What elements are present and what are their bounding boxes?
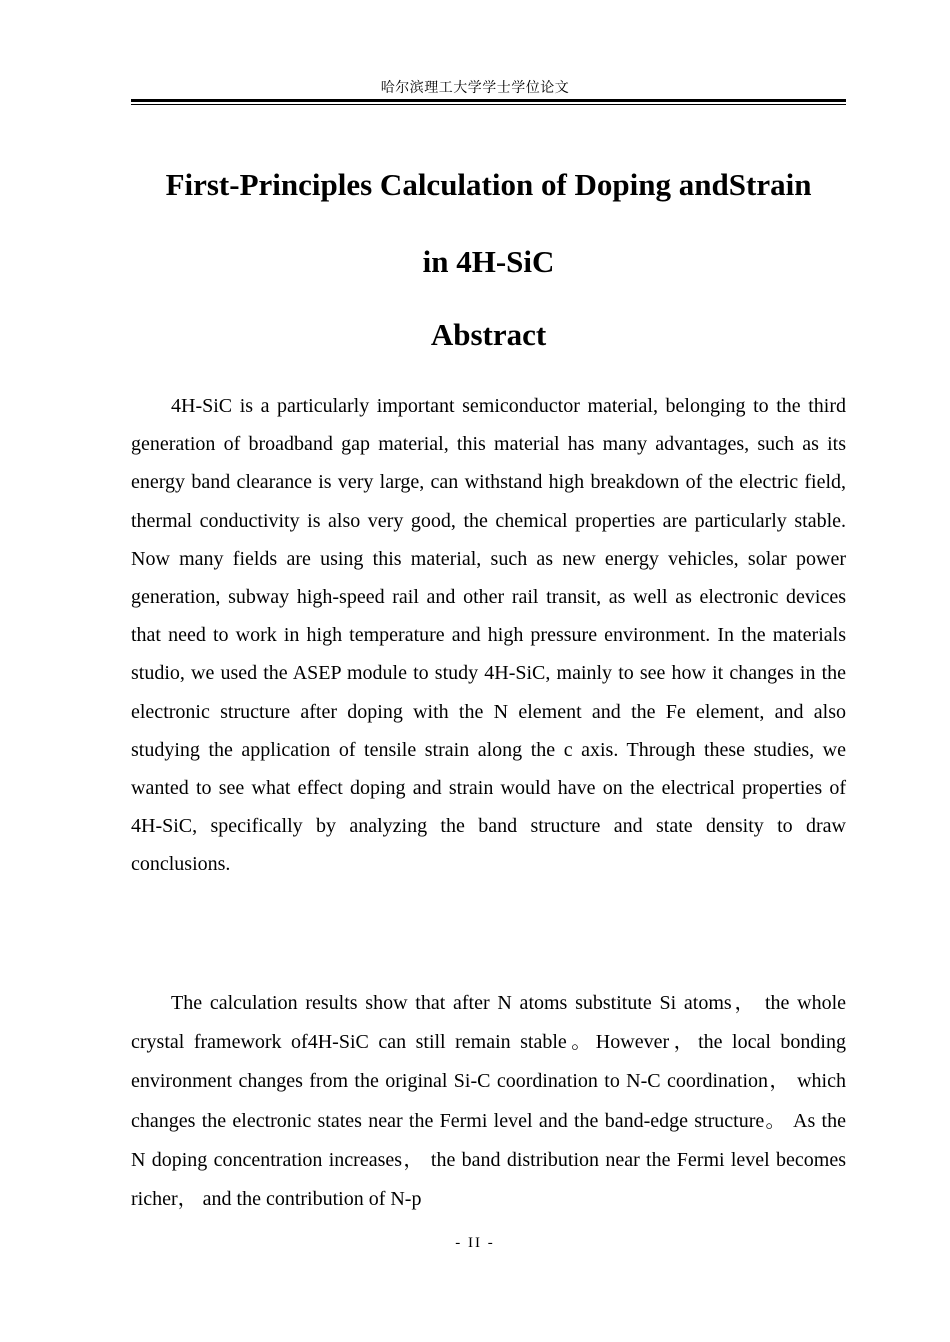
running-header: 哈尔滨理工大学学士学位论文 (380, 80, 570, 96)
thesis-title (131, 146, 846, 300)
abstract-paragraph-2: The calculation results show that after N atoms substitute Si atoms， the whole crystal framework of4H-SiC can still remain stable。However，the local bonding environment changes from the original Si-C coordination to N-C coordination， which changes the electronic states near the Fermi level and the band-edge structure。 As the N doping concentration increases， the band distribution near the Fermi level becomes richer， and the contribution of N-p (131, 992, 846, 1211)
header-rule-thin (131, 104, 846, 105)
abstract-heading: Abstract (430, 317, 547, 352)
title-line-2: in 4H-SiC (422, 244, 555, 279)
title-line-1: First-Principles Calculation of Doping andStrain (165, 167, 812, 202)
header-rule-thick (131, 99, 846, 102)
abstract-paragraph-1: 4H-SiC is a particularly important semiconductor material, belonging to the third generation of broadband gap material, this material has many advantages, such as its energy band clearance is very large, can withstand high breakdown of the electric field, thermal conductivity is also very good, the chemical properties are particularly stable. Now many fields are using this material, such as new energy vehicles, solar power generation, subway high-speed rail and other rail transit, as well as electronic devices that need to work in high temperature and high pressure environment. In the materials studio, we used the ASEP module to study 4H-SiC, mainly to see how it changes in the electronic structure after doping with the N element and the Fe element, and also studying the application of tensile strain along the c axis. Through these studies, we wanted to see what effect doping and strain would have on the electrical properties of 4H-SiC, specifically by analyzing the band structure and state density to draw conclusions. (131, 395, 846, 876)
page-number: - II - (455, 1235, 495, 1251)
